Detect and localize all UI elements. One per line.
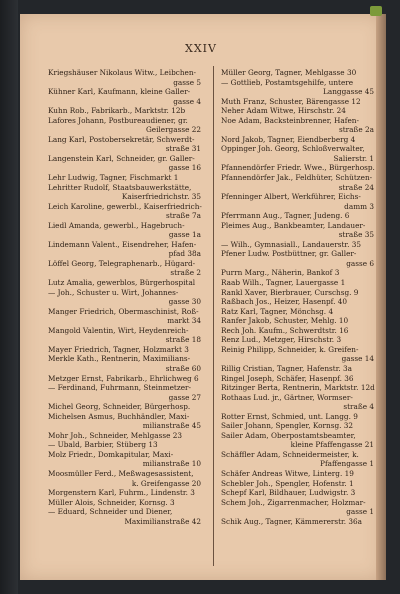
directory-entry	[221, 106, 376, 116]
left-column	[48, 68, 203, 526]
entry-continuation-line: Salierstr. 1	[333, 153, 374, 163]
entry-continuation-line: straße 31	[165, 144, 201, 154]
directory-entry	[48, 345, 203, 355]
entry-name-line: — Eduard, Schneider und Diener,	[48, 507, 173, 517]
entry-name-line: — Wilh., Gymnasiall., Landauerstr. 35	[221, 239, 361, 249]
directory-entry	[48, 183, 203, 202]
entry-name-line: Schäfer Andreas Witwe, Linterg. 19	[221, 468, 354, 478]
directory-entry	[48, 450, 203, 469]
entry-name-line: Pferrmann Aug., Tagner, Judeng. 6	[221, 211, 350, 221]
entry-name-line: Ranfer Jakob, Schuster, Mehlg. 10	[221, 316, 349, 326]
entry-continuation-line: straße 4	[343, 402, 374, 412]
entry-continuation-line: gasse 4	[173, 96, 201, 106]
entry-name-line: Molz Friedr., Domkapitular, Maxi-	[48, 449, 174, 459]
directory-entry	[221, 268, 376, 278]
directory-entry	[221, 192, 376, 211]
entry-continuation-line: pfad 38a	[168, 249, 201, 259]
entry-continuation-line: gasse 30	[168, 297, 201, 307]
entry-name-line: Mohr Joh., Schneider, Mehlgasse 23	[48, 430, 183, 440]
entry-name-line: Ratz Karl, Tagner, Mönchsg. 4	[221, 306, 334, 316]
entry-name-line: Lindemann Valent., Eisendreher, Hafen-	[48, 239, 197, 249]
entry-name-line: Lang Karl, Postobersekretär, Schwerdt-	[48, 134, 195, 144]
entry-name-line: Pfenninger Albert, Werkführer, Eichs-	[221, 192, 361, 202]
directory-entry	[48, 431, 203, 441]
entry-name-line: Kriegshäuser Nikolaus Witw., Leibchen-	[48, 68, 197, 77]
entry-continuation-line: straße 60	[165, 363, 201, 373]
entry-name-line: Leich Karoline, gewerbl., Kaiserfriedrich-	[48, 201, 202, 211]
directory-entry	[48, 440, 203, 450]
directory-entry	[221, 345, 376, 364]
entry-continuation-line: straße 2a	[338, 125, 374, 135]
entry-name-line: Kühner Karl, Kaufmann, kleine Galler-	[48, 87, 191, 97]
entry-continuation-line: markt 34	[167, 316, 201, 326]
directory-entry	[48, 307, 203, 326]
entry-continuation-line: straße 7a	[165, 211, 201, 221]
directory-entry	[48, 326, 203, 345]
directory-entry	[48, 498, 203, 508]
entry-name-line: Moosmüller Ferd., Meßwagesassistent,	[48, 468, 194, 478]
entry-continuation-line: kleine Pfaffengasse 21	[290, 440, 374, 450]
entry-name-line: Pfannendörfer Jak., Feldhüter, Schützen-	[221, 173, 373, 183]
directory-entry	[221, 307, 376, 317]
entry-name-line: Pfannendörfer Friedr. Wwe., Bürgerhosp.	[221, 163, 375, 173]
entry-continuation-line: damm 3	[344, 201, 374, 211]
directory-entry	[48, 383, 203, 402]
entry-name-line: Pleimes Aug., Bankbeamter, Landauer-	[221, 220, 366, 230]
directory-entry	[221, 335, 376, 345]
directory-entry	[48, 154, 203, 173]
entry-name-line: Lehritter Rudolf, Staatsbauwerkstätte,	[48, 182, 192, 192]
column-divider	[213, 66, 214, 566]
entry-name-line: Michelsen Asmus, Buchhändler, Maxi-	[48, 411, 190, 421]
directory-entry	[48, 354, 203, 373]
entry-name-line: Michel Georg, Schneider, Bürgerhosp.	[48, 402, 191, 412]
directory-entry	[48, 402, 203, 412]
directory-entry	[48, 259, 203, 278]
directory-entry	[48, 135, 203, 154]
directory-entry	[221, 97, 376, 107]
entry-name-line: Noe Adam, Backsteinbrenner, Hafen-	[221, 115, 359, 125]
directory-entry	[48, 412, 203, 431]
entry-continuation-line: straße 18	[165, 335, 201, 345]
entry-name-line: Löffel Georg, Telegraphenarb., Hügard-	[48, 258, 196, 268]
directory-entry	[48, 116, 203, 135]
entry-name-line: Nord Jakob, Tagner, Eiendberberg 4	[221, 134, 356, 144]
entry-name-line: Lafores Johann, Postbureaudiener, gr.	[48, 115, 188, 125]
entry-name-line: Rillig Cristian, Tagner, Hafenstr. 3a	[221, 363, 353, 373]
entry-continuation-line: gasse 1a	[168, 230, 201, 240]
entry-name-line: Kuhn Rob., Fabrikarb., Marktstr. 12b	[48, 106, 186, 116]
entry-continuation-line: straße 35	[338, 230, 374, 240]
directory-entry	[221, 421, 376, 431]
entry-name-line: Ringel Joseph, Schäfer, Hasenpf. 36	[221, 373, 354, 383]
directory-entry	[221, 144, 376, 163]
entry-name-line: Schem Joh., Zigarrenmacher, Holzmar-	[221, 497, 366, 507]
entry-name-line: Oppinger Joh. Georg, Schloßverwalter,	[221, 144, 365, 154]
entry-name-line: Merkle Kath., Rentnerin, Maximilians-	[48, 354, 191, 364]
entry-name-line: Rothaas Lud. jr., Gärtner, Wormser-	[221, 392, 353, 402]
directory-entry	[221, 450, 376, 469]
directory-entry	[221, 364, 376, 374]
entry-name-line: Müller Alois, Schneider, Kornsg. 3	[48, 497, 175, 507]
entry-name-line: Raßbach Jos., Heizer, Hasenpf. 40	[221, 297, 348, 307]
directory-entry	[48, 374, 203, 384]
entry-name-line: Pfener Ludw. Postbüttner, gr. Galler-	[221, 249, 357, 259]
entry-name-line: Langenstein Karl, Schneider, gr. Galler-	[48, 153, 195, 163]
entry-continuation-line: k. Greifengasse 20	[131, 478, 201, 488]
directory-entry	[221, 135, 376, 145]
directory-entry	[221, 431, 376, 450]
directory-entry	[221, 412, 376, 422]
entry-name-line: Schepf Karl, Bildhauer, Ludwigstr. 3	[221, 488, 356, 498]
directory-entry	[48, 106, 203, 116]
directory-entry	[221, 249, 376, 268]
directory-entry	[221, 288, 376, 298]
directory-entry	[221, 479, 376, 489]
entry-continuation-line: gasse 1	[346, 507, 374, 517]
directory-entry	[221, 221, 376, 240]
directory-entry	[48, 469, 203, 488]
directory-entry	[48, 507, 203, 526]
entry-name-line: Renz Lud., Metzger, Hirschstr. 3	[221, 335, 342, 345]
directory-entry	[48, 87, 203, 106]
entry-name-line: Lehr Ludwig, Tagner, Fischmarkt 1	[48, 173, 179, 183]
directory-entry	[221, 116, 376, 135]
directory-entry	[221, 163, 376, 173]
directory-entry	[221, 517, 376, 527]
directory-entry	[48, 68, 203, 87]
entry-name-line: Rankl Xaver, Bierbrauer, Curschsg. 9	[221, 287, 359, 297]
entry-name-line: Neher Adam Witwe, Hirschstr. 24	[221, 106, 346, 116]
entry-name-line: Rech Joh. Kaufm., Schwerdtstr. 16	[221, 325, 349, 335]
entry-name-line: Metzger Ernst, Fabrikarb., Ehrlichweg 6	[48, 373, 199, 383]
entry-name-line: Reinig Philipp, Schneider, k. Greifen-	[221, 344, 359, 354]
directory-entry	[48, 278, 203, 288]
entry-continuation-line: gasse 16	[168, 163, 201, 173]
entry-name-line: Sailer Adam, Oberpostamtsbeamter,	[221, 430, 356, 440]
entry-continuation-line: straße 2	[170, 268, 201, 278]
entry-continuation-line: milianstraße 45	[142, 421, 201, 431]
entry-continuation-line: gasse 14	[341, 354, 374, 364]
entry-name-line: Mangold Valentin, Wirt, Heydenreich-	[48, 325, 189, 335]
directory-entry	[221, 173, 376, 192]
directory-entry	[48, 288, 203, 307]
entry-continuation-line: gasse 6	[346, 258, 374, 268]
entry-name-line: Manger Friedrich, Obermaschinist, Roß-	[48, 306, 199, 316]
directory-entry	[221, 316, 376, 326]
entry-name-line: Schebler Joh., Spengler, Hofenstr. 1	[221, 478, 354, 488]
directory-entry	[48, 221, 203, 240]
entry-name-line: Schäffler Adam, Schneidermeister, k.	[221, 449, 359, 459]
entry-name-line: Schik Aug., Tagner, Kämmererstr. 36a	[221, 516, 363, 526]
entry-name-line: Lutz Amalia, gewerblos, Bürgerhospital	[48, 278, 196, 288]
directory-entry	[221, 78, 376, 97]
entry-continuation-line: Pfaffengasse 1	[320, 459, 374, 469]
directory-entry	[221, 488, 376, 498]
directory-entry	[221, 469, 376, 479]
directory-entry	[48, 173, 203, 183]
directory-entry	[221, 240, 376, 250]
entry-name-line: Morgenstern Karl, Fuhrm., Lindenstr. 3	[48, 488, 195, 498]
entry-name-line: Raab Wilh., Tagner, Lauergasse 1	[221, 278, 346, 288]
directory-entry	[221, 297, 376, 307]
entry-continuation-line: milianstraße 10	[142, 459, 201, 469]
entry-continuation-line: Geilergasse 22	[145, 125, 201, 135]
entry-name-line: — Ubald, Barbier, Stüberg 13	[48, 440, 158, 450]
entry-continuation-line: gasse 27	[168, 392, 201, 402]
bookmark-tab	[370, 6, 382, 16]
entry-name-line: Muth Franz, Schuster, Bärengasse 12	[221, 96, 361, 106]
entry-name-line: — Gottlieb, Postamtsgehilfe, untere	[221, 77, 354, 87]
entry-continuation-line: Kaiserfriedrichstr. 35	[121, 192, 201, 202]
directory-entry	[221, 211, 376, 221]
page-edge	[376, 14, 386, 580]
entry-name-line: — Ferdinand, Fuhrmann, Steinmetzer-	[48, 383, 191, 393]
entry-name-line: Purrn Marg., Näherin, Bankof 3	[221, 268, 340, 278]
entry-continuation-line: Langgasse 45	[323, 87, 374, 97]
directory-entry	[221, 383, 376, 393]
directory-entry	[221, 393, 376, 412]
entry-name-line: Rotter Ernst, Schmied, unt. Langg. 9	[221, 411, 358, 421]
entry-name-line: Ritzinger Berta, Rentnerin, Marktstr. 12d	[221, 383, 375, 393]
entry-name-line: — Joh., Schuster u. Wirt, Johannes-	[48, 287, 179, 297]
entry-continuation-line: gasse 5	[173, 77, 201, 87]
directory-entry	[221, 326, 376, 336]
entry-name-line: Müller Georg, Tagner, Mehlgasse 30	[221, 68, 357, 77]
entry-continuation-line: straße 24	[338, 182, 374, 192]
entry-continuation-line: Maximilianstraße 42	[124, 516, 201, 526]
directory-entry	[221, 374, 376, 384]
directory-entry	[48, 202, 203, 221]
page-number: XXIV	[185, 42, 217, 55]
right-column	[221, 68, 376, 526]
directory-entry	[221, 498, 376, 517]
entry-name-line: Liedl Amanda, gewerbl., Hagebruch-	[48, 220, 185, 230]
directory-entry	[48, 488, 203, 498]
entry-name-line: Sailer Johann, Spengler, Kornsg. 32	[221, 421, 354, 431]
directory-entry	[221, 278, 376, 288]
directory-entry	[48, 240, 203, 259]
book-spine-shadow	[0, 0, 18, 594]
directory-entry	[221, 68, 376, 78]
entry-name-line: Mayer Friedrich, Tagner, Holzmarkt 3	[48, 344, 189, 354]
